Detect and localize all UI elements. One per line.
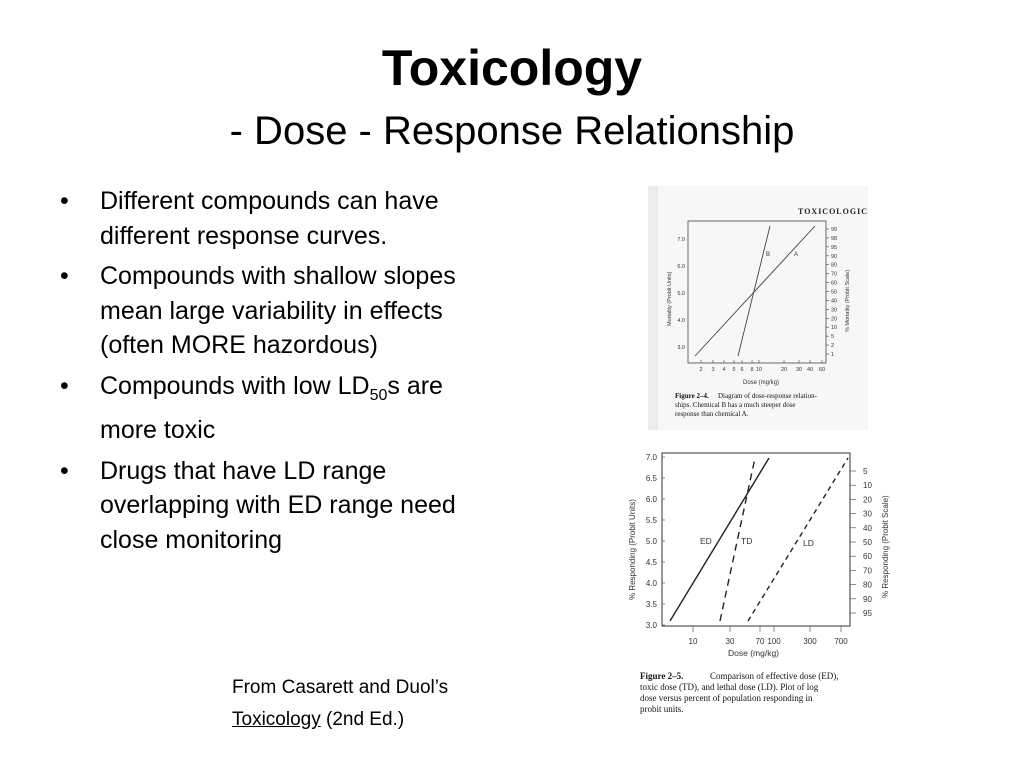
figure2-right-tick: 90 <box>863 594 872 604</box>
figure1-right-tick: 98 <box>831 235 838 242</box>
bullet-dot: • <box>60 456 69 485</box>
figure2-right-tick: 10 <box>863 481 872 491</box>
figure1-left-axis-label: Mortality (Probit Units) <box>667 271 673 326</box>
figure1-right-axis-label: % Mortality (Probit Scale) <box>845 269 851 332</box>
figure1-right-tick: 90 <box>831 253 838 260</box>
figure2-caption-line: probit units. <box>640 704 684 714</box>
figure2-right-tick: 95 <box>863 609 872 618</box>
figure2-x-tick: 10 <box>688 637 698 646</box>
figure1-right-tick: 40 <box>831 298 838 305</box>
bullet-dot: • <box>60 371 69 400</box>
figure2-x-tick: 300 <box>803 637 817 646</box>
figure1-right-tick: 70 <box>831 271 838 278</box>
figure1-caption-line: response than chemical A. <box>675 410 749 418</box>
figure1-caption-label: Figure 2–4. <box>675 392 709 400</box>
figure2-right-tick: 80 <box>863 580 872 590</box>
figure2-left-tick: 4.5 <box>645 558 657 567</box>
figure1-caption-line: Diagram of dose-response relation- <box>718 392 817 400</box>
figure2-right-tick: 60 <box>863 552 872 562</box>
figure2-caption-label: Figure 2–5. <box>640 671 684 681</box>
figure1-x-axis-label: Dose (mg/kg) <box>743 380 780 386</box>
figure2-caption-line: dose versus percent of population responding in <box>640 693 813 703</box>
figure2-left-axis-label: % Responding (Probit Units) <box>628 499 637 600</box>
figure1-x-tick: 60 <box>818 367 826 373</box>
figure1-right-tick: 99 <box>831 227 838 233</box>
figure1-x-tick: 6 <box>740 367 744 373</box>
figure1-left-tick: 3.0 <box>677 345 685 351</box>
figure1-right-tick: 50 <box>831 289 838 296</box>
figure2-x-tick: 100 <box>767 637 781 646</box>
figure1-right-tick: 10 <box>831 325 838 332</box>
bullet-item: • Compounds with shallow slopes mean large variability in effects (often MORE hazordous) <box>60 259 500 363</box>
figure2-left-tick: 4.0 <box>645 579 657 588</box>
book-title: Toxicology <box>232 709 321 730</box>
line-td-label: TD <box>741 536 753 546</box>
figure2-caption-line: Comparison of effective dose (ED), <box>710 671 839 681</box>
figure2-left-tick: 6.0 <box>645 495 657 504</box>
figure1-right-tick: 80 <box>831 262 838 269</box>
figure2-x-axis-label: Dose (mg/kg) <box>728 648 780 658</box>
bullet-dot: • <box>60 262 69 290</box>
bullet-dot: • <box>60 187 69 215</box>
figure1-header: TOXICOLOGIC <box>798 207 868 216</box>
line-b-label: B <box>766 252 771 258</box>
figure1-caption-line: ships. Chemical B has a much steeper dose <box>675 401 796 409</box>
figure2-right-tick: 20 <box>863 495 872 505</box>
figure1-x-tick: 30 <box>795 367 803 373</box>
figure2-right-tick: 30 <box>863 509 872 519</box>
figure2-left-tick: 7.0 <box>645 453 657 462</box>
figure1-x-tick: 3 <box>711 367 715 373</box>
citation <box>232 672 448 736</box>
figure2-left-tick: 5.0 <box>645 537 657 546</box>
figure2-left-tick: 5.5 <box>645 516 657 525</box>
bullet-item: • Different compounds can have different response curves. <box>60 184 500 253</box>
book-edition: (2nd Ed.) <box>320 709 405 730</box>
figure1-left-tick: 5.0 <box>677 291 685 297</box>
figure2-right-axis-label: % Responding (Probit Scale) <box>881 495 890 598</box>
page-title: Toxicology <box>381 40 643 96</box>
figure1-x-tick: 4 <box>722 367 726 373</box>
figure-dose-response-a-b <box>648 186 868 430</box>
figure2-left-tick: 3.5 <box>645 600 657 609</box>
figure1-right-tick: 30 <box>831 307 838 314</box>
page-subtitle: - Dose - Response Relationship <box>229 109 795 153</box>
bullet-list <box>60 184 500 563</box>
figure2-right-tick: 50 <box>863 538 872 547</box>
figure1-left-tick: 4.0 <box>677 318 685 324</box>
figure1-right-tick: 60 <box>831 280 838 287</box>
figure1-right-tick: 5 <box>831 334 835 341</box>
figure1-left-tick: 6.0 <box>677 264 685 270</box>
figure1-x-tick: 40 <box>806 367 814 373</box>
figure-ed-td-ld <box>612 440 898 725</box>
line-ed-label: ED <box>700 536 712 546</box>
line-a-label: A <box>794 252 799 258</box>
citation-line-1: From Casarett and Duol’s <box>232 677 449 698</box>
bullet-item: • Compounds with low $LD_{50}s$ are more toxic <box>60 369 500 448</box>
figure2-x-tick: 70 <box>755 637 765 646</box>
figure2-right-tick: 5 <box>863 467 868 476</box>
figure2-caption-line: toxic dose (TD), and lethal dose (LD). Plot of log <box>640 682 819 692</box>
figure1-right-tick: 95 <box>831 244 838 251</box>
bullet-item: • Drugs that have LD range overlapping with ED range need close monitoring <box>60 454 500 558</box>
figure1-right-tick: 2 <box>831 343 835 350</box>
figure1-x-tick: 8 <box>750 367 754 373</box>
figure2-right-tick: 70 <box>863 566 872 576</box>
figure2-x-tick: 30 <box>725 637 735 646</box>
figure1-x-tick: 20 <box>780 367 788 373</box>
figure1-left-tick: 7.0 <box>677 237 685 243</box>
figure2-x-tick: 700 <box>834 637 848 646</box>
citation-line-2 <box>232 704 448 736</box>
line-ld-label: LD <box>803 538 814 548</box>
figure2-right-tick: 40 <box>863 523 872 533</box>
figure1-right-tick: 1 <box>831 352 835 358</box>
figure2-left-tick: 3.0 <box>645 621 657 630</box>
figure1-x-tick: 5 <box>732 367 736 373</box>
figure1-x-tick: 2 <box>699 367 703 373</box>
figure2-left-tick: 6.5 <box>645 474 657 483</box>
figure1-x-tick: 10 <box>755 367 763 373</box>
figure1-right-tick: 20 <box>831 316 838 323</box>
